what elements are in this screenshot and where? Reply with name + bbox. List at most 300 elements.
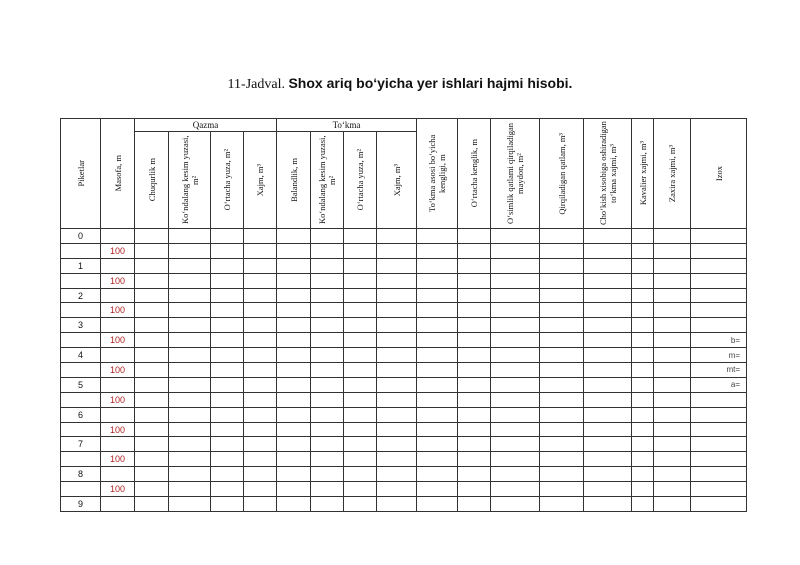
empty-cell [135, 243, 169, 258]
empty-cell [691, 273, 747, 288]
empty-cell [244, 258, 277, 273]
empty-cell [584, 422, 632, 437]
empty-cell [169, 377, 211, 392]
empty-cell [244, 363, 277, 378]
distance-value: 100 [101, 273, 135, 288]
empty-cell [540, 348, 584, 363]
empty-cell [277, 482, 311, 497]
empty-cell [632, 348, 654, 363]
empty-cell [417, 497, 458, 512]
empty-cell [61, 452, 101, 467]
empty-cell [584, 273, 632, 288]
header-qirqiladigan: Qirqiladigan qatlam, m³ [540, 119, 584, 229]
empty-cell [654, 318, 691, 333]
empty-cell [632, 497, 654, 512]
empty-cell [61, 333, 101, 348]
empty-cell [632, 467, 654, 482]
empty-cell [377, 482, 417, 497]
empty-cell [211, 333, 244, 348]
empty-cell [584, 303, 632, 318]
empty-cell [344, 258, 377, 273]
empty-cell [135, 318, 169, 333]
empty-cell [458, 392, 491, 407]
picket-row [61, 318, 747, 333]
empty-cell [491, 452, 540, 467]
empty-cell [491, 437, 540, 452]
empty-cell [211, 258, 244, 273]
empty-cell [584, 437, 632, 452]
empty-cell [344, 437, 377, 452]
empty-cell [277, 422, 311, 437]
empty-cell [632, 318, 654, 333]
empty-cell [311, 407, 344, 422]
distance-row [61, 303, 747, 318]
empty-cell [311, 392, 344, 407]
header-qazma-kesim: Ko‘ndalang kesim yuzasi, m² [169, 132, 211, 229]
empty-cell [244, 333, 277, 348]
empty-cell [277, 467, 311, 482]
empty-cell [311, 437, 344, 452]
empty-cell [135, 333, 169, 348]
empty-cell [135, 422, 169, 437]
empty-cell [311, 333, 344, 348]
table-title [0, 75, 800, 93]
empty-cell [169, 243, 211, 258]
empty-cell [458, 273, 491, 288]
empty-cell [540, 482, 584, 497]
header-qazma-hajm: Xajm, m³ [244, 132, 277, 229]
empty-cell [377, 467, 417, 482]
empty-cell [344, 333, 377, 348]
empty-cell [169, 437, 211, 452]
empty-cell [540, 258, 584, 273]
picket-row [61, 258, 747, 273]
empty-cell [169, 407, 211, 422]
distance-value: 100 [101, 422, 135, 437]
empty-cell [377, 303, 417, 318]
empty-cell [458, 229, 491, 244]
empty-cell [417, 437, 458, 452]
distance-value: 100 [101, 243, 135, 258]
empty-cell [101, 348, 135, 363]
empty-cell [211, 243, 244, 258]
picket-label: 7 [61, 437, 101, 452]
empty-cell [491, 229, 540, 244]
empty-cell [377, 452, 417, 467]
empty-cell [540, 363, 584, 378]
empty-cell [491, 392, 540, 407]
empty-cell [211, 363, 244, 378]
empty-cell [540, 422, 584, 437]
empty-cell [101, 467, 135, 482]
empty-cell [244, 452, 277, 467]
empty-cell [135, 467, 169, 482]
empty-cell [491, 497, 540, 512]
empty-cell [632, 333, 654, 348]
empty-cell [277, 348, 311, 363]
empty-cell [61, 422, 101, 437]
empty-cell [135, 497, 169, 512]
distance-row [61, 363, 747, 378]
empty-cell [211, 288, 244, 303]
distance-row [61, 392, 747, 407]
empty-cell [244, 482, 277, 497]
empty-cell [654, 497, 691, 512]
picket-label: 3 [61, 318, 101, 333]
empty-cell [584, 229, 632, 244]
empty-cell [417, 363, 458, 378]
empty-cell [458, 318, 491, 333]
empty-cell [344, 407, 377, 422]
empty-cell [632, 482, 654, 497]
empty-cell [344, 288, 377, 303]
empty-cell [135, 437, 169, 452]
empty-cell [101, 318, 135, 333]
empty-cell [101, 497, 135, 512]
empty-cell [344, 377, 377, 392]
empty-cell [417, 288, 458, 303]
header-piketlar: Piketlar [61, 119, 101, 229]
empty-cell [584, 482, 632, 497]
empty-cell [101, 258, 135, 273]
picket-row [61, 437, 747, 452]
empty-cell [458, 437, 491, 452]
empty-cell [311, 467, 344, 482]
empty-cell [458, 243, 491, 258]
empty-cell [540, 497, 584, 512]
empty-cell [377, 377, 417, 392]
empty-cell [491, 258, 540, 273]
empty-cell [211, 229, 244, 244]
empty-cell [654, 363, 691, 378]
empty-cell [632, 392, 654, 407]
distance-row [61, 273, 747, 288]
empty-cell [377, 437, 417, 452]
empty-cell [654, 407, 691, 422]
empty-cell [584, 392, 632, 407]
empty-cell [632, 377, 654, 392]
table-number: 11-Jadval. [227, 77, 285, 92]
empty-cell [632, 258, 654, 273]
empty-cell [311, 243, 344, 258]
empty-cell [61, 273, 101, 288]
picket-label: 2 [61, 288, 101, 303]
empty-cell [169, 288, 211, 303]
empty-cell [244, 318, 277, 333]
empty-cell [540, 243, 584, 258]
empty-cell [458, 422, 491, 437]
empty-cell [691, 437, 747, 452]
empty-cell [377, 288, 417, 303]
empty-cell [632, 452, 654, 467]
header-qazma-ortacha: O‘rtacha yuza, m² [211, 132, 244, 229]
empty-cell [244, 467, 277, 482]
picket-row [61, 288, 747, 303]
empty-cell [540, 437, 584, 452]
empty-cell [417, 392, 458, 407]
empty-cell [61, 363, 101, 378]
empty-cell [211, 467, 244, 482]
header-kavalier: Kavalier xajmi, m³ [632, 119, 654, 229]
empty-cell [344, 497, 377, 512]
empty-cell [632, 407, 654, 422]
empty-cell [632, 273, 654, 288]
empty-cell [277, 333, 311, 348]
picket-label: 4 [61, 348, 101, 363]
empty-cell [491, 288, 540, 303]
empty-cell [491, 273, 540, 288]
empty-cell [277, 452, 311, 467]
empty-cell [491, 467, 540, 482]
empty-cell [277, 363, 311, 378]
empty-cell [101, 437, 135, 452]
empty-cell [540, 407, 584, 422]
empty-cell [169, 452, 211, 467]
distance-value: 100 [101, 303, 135, 318]
table-body [61, 229, 747, 512]
empty-cell [540, 318, 584, 333]
empty-cell [691, 497, 747, 512]
empty-cell [584, 348, 632, 363]
empty-cell [540, 288, 584, 303]
empty-cell [491, 407, 540, 422]
distance-value: 100 [101, 452, 135, 467]
empty-cell [417, 333, 458, 348]
empty-cell [491, 422, 540, 437]
empty-cell [417, 273, 458, 288]
empty-cell [540, 229, 584, 244]
empty-cell [458, 407, 491, 422]
empty-cell [135, 392, 169, 407]
empty-cell [584, 497, 632, 512]
empty-cell [169, 482, 211, 497]
picket-row [61, 407, 747, 422]
header-tokma-hajm: Xajm, m³ [377, 132, 417, 229]
empty-cell [417, 482, 458, 497]
empty-cell [584, 288, 632, 303]
empty-cell [654, 288, 691, 303]
header-tokma-kesim: Ko‘ndalang kesim yuzasi, m² [311, 132, 344, 229]
note-cell: m= [691, 348, 747, 363]
empty-cell [417, 377, 458, 392]
empty-cell [584, 467, 632, 482]
empty-cell [654, 273, 691, 288]
header-group-tokma: To‘kma [277, 119, 417, 132]
empty-cell [277, 258, 311, 273]
empty-cell [691, 452, 747, 467]
empty-cell [211, 392, 244, 407]
empty-cell [311, 377, 344, 392]
empty-cell [458, 258, 491, 273]
empty-cell [654, 422, 691, 437]
picket-label: 9 [61, 497, 101, 512]
empty-cell [344, 318, 377, 333]
picket-label: 8 [61, 467, 101, 482]
empty-cell [491, 348, 540, 363]
empty-cell [584, 318, 632, 333]
header-tokma-balandlik: Balandlik, m [277, 132, 311, 229]
empty-cell [169, 318, 211, 333]
empty-cell [491, 333, 540, 348]
empty-cell [169, 273, 211, 288]
header-zaxira: Zaxira xajmi, m³ [654, 119, 691, 229]
empty-cell [654, 392, 691, 407]
picket-row [61, 348, 747, 363]
empty-cell [377, 392, 417, 407]
empty-cell [244, 288, 277, 303]
empty-cell [311, 288, 344, 303]
empty-cell [377, 348, 417, 363]
empty-cell [135, 377, 169, 392]
empty-cell [344, 422, 377, 437]
empty-cell [584, 407, 632, 422]
empty-cell [458, 303, 491, 318]
empty-cell [584, 363, 632, 378]
header-qazma-chuqurlik: Chuqurlik m [135, 132, 169, 229]
empty-cell [491, 318, 540, 333]
empty-cell [691, 288, 747, 303]
empty-cell [344, 303, 377, 318]
empty-cell [691, 422, 747, 437]
empty-cell [277, 407, 311, 422]
header-tokma-ortacha: O‘rtacha yuza, m² [344, 132, 377, 229]
header-osimlik: O‘simlik qatlami qirqiladigan maydon, m² [491, 119, 540, 229]
empty-cell [311, 303, 344, 318]
empty-cell [417, 303, 458, 318]
header-ortacha-kenglik: O‘rtacha kenglik, m [458, 119, 491, 229]
empty-cell [101, 288, 135, 303]
empty-cell [654, 482, 691, 497]
empty-cell [101, 407, 135, 422]
empty-cell [344, 229, 377, 244]
empty-cell [169, 467, 211, 482]
picket-row [61, 229, 747, 244]
picket-row [61, 497, 747, 512]
empty-cell [632, 303, 654, 318]
empty-cell [458, 363, 491, 378]
empty-cell [135, 407, 169, 422]
empty-cell [632, 288, 654, 303]
empty-cell [169, 497, 211, 512]
empty-cell [277, 318, 311, 333]
empty-cell [244, 422, 277, 437]
empty-cell [417, 229, 458, 244]
empty-cell [311, 273, 344, 288]
empty-cell [169, 348, 211, 363]
empty-cell [691, 303, 747, 318]
empty-cell [135, 258, 169, 273]
empty-cell [277, 437, 311, 452]
empty-cell [277, 229, 311, 244]
empty-cell [344, 452, 377, 467]
empty-cell [244, 243, 277, 258]
empty-cell [344, 348, 377, 363]
empty-cell [540, 392, 584, 407]
empty-cell [417, 452, 458, 467]
empty-cell [654, 467, 691, 482]
empty-cell [135, 229, 169, 244]
empty-cell [584, 452, 632, 467]
picket-label: 5 [61, 377, 101, 392]
empty-cell [344, 243, 377, 258]
empty-cell [135, 288, 169, 303]
empty-cell [458, 497, 491, 512]
empty-cell [311, 452, 344, 467]
empty-cell [632, 229, 654, 244]
empty-cell [377, 258, 417, 273]
empty-cell [458, 467, 491, 482]
empty-cell [211, 303, 244, 318]
empty-cell [417, 348, 458, 363]
empty-cell [491, 377, 540, 392]
empty-cell [654, 243, 691, 258]
empty-cell [540, 333, 584, 348]
empty-cell [169, 303, 211, 318]
distance-value: 100 [101, 363, 135, 378]
empty-cell [654, 303, 691, 318]
picket-row [61, 467, 747, 482]
empty-cell [491, 243, 540, 258]
empty-cell [691, 482, 747, 497]
distance-row [61, 452, 747, 467]
empty-cell [377, 422, 417, 437]
empty-cell [277, 303, 311, 318]
empty-cell [244, 229, 277, 244]
header-izox: Izox [691, 119, 747, 229]
empty-cell [691, 258, 747, 273]
distance-row [61, 422, 747, 437]
empty-cell [277, 497, 311, 512]
empty-cell [491, 303, 540, 318]
empty-cell [277, 273, 311, 288]
empty-cell [61, 482, 101, 497]
empty-cell [344, 392, 377, 407]
distance-row [61, 482, 747, 497]
empty-cell [377, 333, 417, 348]
empty-cell [458, 288, 491, 303]
empty-cell [458, 377, 491, 392]
empty-cell [244, 497, 277, 512]
empty-cell [691, 392, 747, 407]
empty-cell [135, 303, 169, 318]
note-cell: a= [691, 377, 747, 392]
empty-cell [244, 407, 277, 422]
earthwork-table [60, 118, 747, 512]
distance-value: 100 [101, 392, 135, 407]
empty-cell [458, 452, 491, 467]
empty-cell [691, 318, 747, 333]
empty-cell [135, 348, 169, 363]
empty-cell [584, 333, 632, 348]
empty-cell [654, 333, 691, 348]
empty-cell [654, 229, 691, 244]
empty-cell [244, 273, 277, 288]
empty-cell [169, 392, 211, 407]
empty-cell [169, 229, 211, 244]
empty-cell [61, 392, 101, 407]
empty-cell [211, 348, 244, 363]
empty-cell [417, 467, 458, 482]
empty-cell [584, 243, 632, 258]
empty-cell [344, 482, 377, 497]
empty-cell [169, 422, 211, 437]
empty-cell [491, 482, 540, 497]
empty-cell [344, 363, 377, 378]
empty-cell [277, 392, 311, 407]
empty-cell [377, 318, 417, 333]
empty-cell [169, 363, 211, 378]
empty-cell [101, 229, 135, 244]
